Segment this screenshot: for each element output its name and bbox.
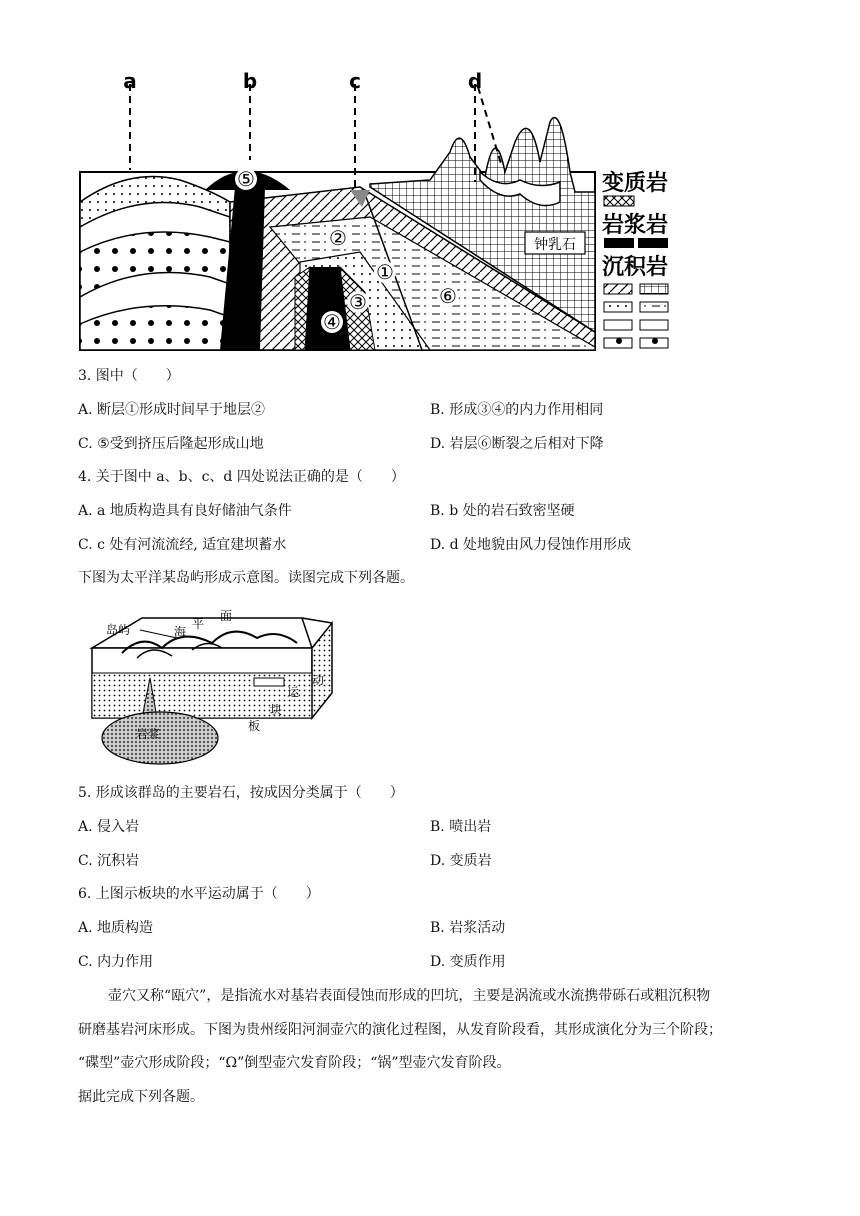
passage-line-4: 据此完成下列各题。 [78,1089,204,1105]
q5-option-a[interactable]: A. 侵入岩 [78,819,140,835]
legend-metamorphic: 变质岩 [602,171,669,196]
label-plate: 板 [248,719,261,733]
marker-5: ⑤ [237,167,255,191]
passage-line-1: 壶穴又称“瓯穴”，是指流水对基岩表面侵蚀而形成的凹坑，主要是涡流或水流携带砾石或粗沉积物 [108,988,711,1004]
q3-option-d[interactable]: D. 岩层⑥断裂之后相对下降 [430,436,604,452]
q4-option-a[interactable]: A. a 地质构造具有良好储油气条件 [78,503,292,519]
label-b: b [242,69,258,93]
label-sea: 海 [174,625,187,639]
q6-option-d[interactable]: D. 变质作用 [430,954,506,970]
label-c: c [349,69,361,93]
q3-option-c[interactable]: C. ⑤受到挤压后隆起形成山地 [78,436,264,452]
label-magma: 岩浆 [136,727,161,741]
q5-option-c[interactable]: C. 沉积岩 [78,853,140,869]
legend-sedimentary: 沉积岩 [602,255,669,280]
marker-6: ⑥ [439,284,457,308]
marker-3: ③ [349,290,367,314]
q6-stem: 6. 上图示板块的水平运动属于（ ） [78,886,320,902]
label-a: a [123,69,137,93]
q4-option-c[interactable]: C. c 处有河流流经, 适宜建坝蓄水 [78,537,287,553]
passage-line-2: 研磨基岩河床形成。下图为贵州绥阳河洞壶穴的演化过程图，从发育阶段看，其形成演化分为三个阶段； [78,1022,722,1038]
intro-island: 下图为太平洋某岛屿形成示意图。读图完成下列各题。 [78,570,414,586]
q3-option-b[interactable]: B. 形成③④的内力作用相同 [430,402,604,418]
label-move: 运 [287,685,300,699]
label-block: 块 [270,703,283,717]
label-island: 岛屿 [106,623,131,637]
cave-label: 钟乳石 [534,237,576,253]
q3-stem: 3. 图中（ ） [78,368,180,384]
passage-line-3: “碟型”壶穴形成阶段；“Ω”倒型壶穴发育阶段；“锅”型壶穴发育阶段。 [78,1055,511,1071]
marker-4: ④ [323,310,341,334]
label-surface: 面 [220,609,233,623]
q4-option-b[interactable]: B. b 处的岩石致密坚硬 [430,503,575,519]
label-d: d [467,69,483,93]
q5-option-d[interactable]: D. 变质岩 [430,853,492,869]
island-formation-figure [82,608,342,773]
label-motion: 动 [312,673,325,687]
marker-1: ① [376,260,394,284]
q4-option-d[interactable]: D. d 处地貌由风力侵蚀作用形成 [430,537,632,553]
q4-stem: 4. 关于图中 a、b、c、d 四处说法正确的是（ ） [78,469,405,485]
q5-stem: 5. 形成该群岛的主要岩石，按成因分类属于（ ） [78,785,404,801]
q6-option-b[interactable]: B. 岩浆活动 [430,920,506,936]
q6-option-a[interactable]: A. 地质构造 [78,920,154,936]
marker-2: ② [329,226,347,250]
q6-option-c[interactable]: C. 内力作用 [78,954,154,970]
geologic-section-figure [70,62,690,362]
q3-option-a[interactable]: A. 断层①形成时间早于地层② [78,402,266,418]
q5-option-b[interactable]: B. 喷出岩 [430,819,492,835]
label-level: 平 [192,617,205,631]
legend-igneous: 岩浆岩 [602,213,669,238]
